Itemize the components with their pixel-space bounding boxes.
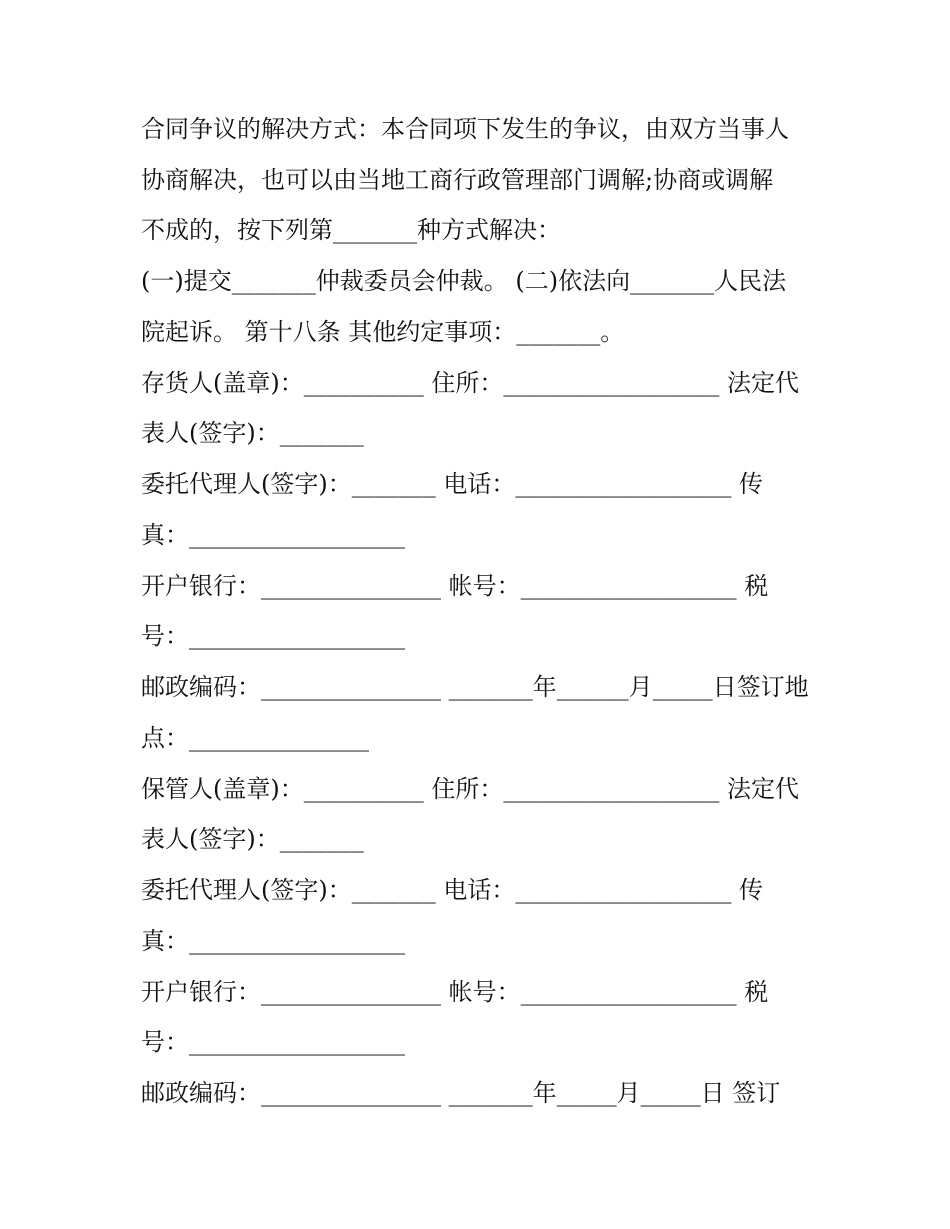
text-line-custodian-postcode-date: 邮政编码：_______________ _______年_____月_____日 签订	[141, 1079, 781, 1107]
text-line-custodian-legal-rep: 表人(签字)：_______	[141, 825, 364, 853]
text-line-dispute-resolution: 合同争议的解决方式：本合同项下发生的争议，由双方当事人	[141, 115, 789, 143]
text-line-depositor-tax-number: 号：__________________	[141, 622, 405, 650]
text-line-depositor-seal: 存货人(盖章)：__________ 住所：__________________ 法定代	[141, 369, 799, 397]
text-line-article-18: 院起诉。 第十八条 其他约定事项：_______。	[141, 318, 625, 346]
text-line-custodian-bank-account: 开户银行：_______________ 帐号：__________________ 税	[141, 978, 769, 1006]
text-line-custodian-tax-number: 号：__________________	[141, 1028, 405, 1056]
text-line-arbitration-lawsuit: (一)提交_______仲裁委员会仲裁。 (二)依法向_______人民法	[141, 267, 787, 295]
text-line-custodian-seal: 保管人(盖章)：__________ 住所：__________________ 法定代	[141, 775, 799, 803]
text-line-custodian-fax: 真：__________________	[141, 927, 405, 955]
text-line-resolution-method: 不成的，按下列第_______种方式解决：	[141, 216, 561, 244]
text-line-depositor-agent-phone: 委托代理人(签字)：_______ 电话：__________________ 传	[141, 470, 763, 498]
text-line-depositor-bank-account: 开户银行：_______________ 帐号：__________________ 税	[141, 572, 769, 600]
text-line-mediation: 协商解决，也可以由当地工商行政管理部门调解;协商或调解	[141, 166, 774, 194]
text-line-depositor-legal-rep: 表人(签字)：_______	[141, 419, 364, 447]
text-line-depositor-postcode-date: 邮政编码：_______________ _______年______月_____日签订地	[141, 673, 809, 701]
text-line-depositor-fax: 真：__________________	[141, 521, 405, 549]
text-line-depositor-signing-place: 点：_______________	[141, 724, 369, 752]
text-line-custodian-agent-phone: 委托代理人(签字)：_______ 电话：__________________ 传	[141, 876, 763, 904]
